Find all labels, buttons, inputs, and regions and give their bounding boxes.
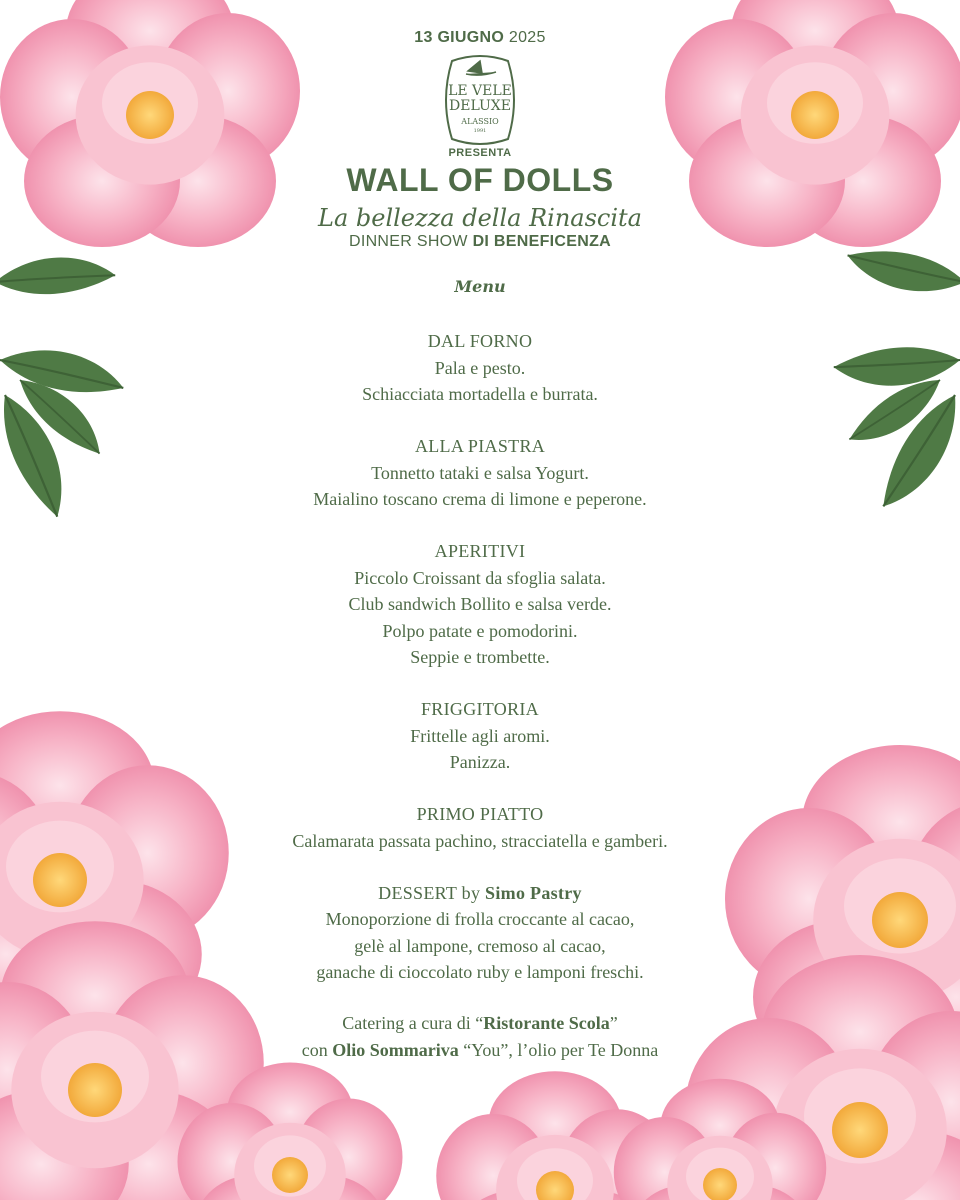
- dinner-show-label: [230, 233, 730, 251]
- menu-item: Piccolo Croissant da sfoglia salata.: [354, 567, 606, 588]
- event-header: [230, 26, 730, 296]
- peony-flower-icon: [178, 1063, 403, 1200]
- logo-line3: ALASSIO: [461, 117, 499, 126]
- menu-section-dal-forno: [180, 328, 780, 408]
- leaf-icon: [9, 369, 114, 461]
- oil-prefix: con: [301, 1040, 333, 1060]
- logo-line1: LE VELE: [448, 83, 512, 99]
- dinner-show-text: DINNER SHOW: [348, 233, 473, 250]
- menu-item: ganache di cioccolato ruby e lamponi freschi.: [316, 962, 644, 982]
- leaf-icon: [873, 385, 960, 520]
- menu-section-friggitoria: [180, 696, 780, 776]
- logo-line4: 1991: [473, 128, 487, 134]
- leaf-icon: [0, 249, 117, 302]
- oil-line: [180, 1037, 780, 1064]
- menu-section-dessert: [180, 880, 780, 986]
- menu-item: Maialino toscano crema di limone e peperone.: [313, 489, 647, 509]
- restaurant-name: Ristorante Scola: [483, 1013, 610, 1033]
- section-title: PRIMO PIATTO: [416, 804, 544, 824]
- menu-item: Monoporzione di frolla croccante al cacao,: [325, 909, 635, 929]
- menu-heading: Menu: [454, 277, 506, 296]
- catering-prefix: Catering a cura di “: [342, 1013, 484, 1033]
- menu-item: Frittelle agli aromi.: [410, 725, 550, 746]
- event-date: [230, 29, 730, 47]
- peony-flower-icon: [614, 1079, 827, 1200]
- date-day-month: 13 GIUGNO: [414, 29, 505, 46]
- catering-credits: [180, 1010, 780, 1064]
- date-year: 2025: [508, 29, 546, 46]
- oil-suffix: “You”, l’olio per Te Donna: [458, 1040, 659, 1060]
- menu-item: Club sandwich Bollito e salsa verde.: [348, 594, 612, 614]
- event-title: WALL OF DOLLS: [346, 162, 614, 198]
- menu-item: Calamarata passata pachino, stracciatella e gamberi.: [292, 830, 668, 851]
- section-title: DAL FORNO: [427, 331, 533, 351]
- menu-item: Tonnetto tataki e salsa Yogurt.: [371, 462, 589, 483]
- boat-logo-icon: [438, 53, 522, 147]
- menu-section-primo-piatto: [180, 801, 780, 854]
- event-subtitle: La bellezza della Rinascita: [318, 204, 642, 232]
- dessert-pastry-name: Simo Pastry: [485, 882, 582, 903]
- section-title: ALLA PIASTRA: [414, 436, 546, 456]
- menu-item: Pala e pesto.: [434, 357, 526, 378]
- leaf-icon: [0, 387, 83, 522]
- menu-item: Schiacciata mortadella e burrata.: [362, 384, 598, 404]
- catering-suffix: ”: [609, 1013, 618, 1033]
- section-title: FRIGGITORIA: [421, 699, 539, 719]
- peony-flower-icon: [436, 1071, 674, 1200]
- menu-list: [180, 328, 780, 1011]
- section-title: APERITIVI: [434, 541, 526, 561]
- section-title: [180, 880, 780, 907]
- menu-item: Polpo patate e pomodorini.: [382, 620, 578, 641]
- menu-item: Panizza.: [449, 752, 511, 772]
- leaf-icon: [844, 245, 960, 298]
- leaf-icon: [832, 339, 960, 394]
- menu-section-aperitivi: [180, 538, 780, 671]
- oil-brand: Olio Sommariva: [332, 1040, 459, 1060]
- logo-line2: DELUXE: [449, 98, 511, 114]
- menu-item: Seppie e trombette.: [410, 647, 550, 667]
- presenta-label: PRESENTA: [448, 147, 512, 159]
- beneficenza-text: DI BENEFICENZA: [472, 233, 612, 250]
- catering-line: [180, 1010, 780, 1037]
- leaf-icon: [0, 343, 127, 398]
- menu-item: gelè al lampone, cremoso al cacao,: [354, 935, 606, 956]
- menu-section-alla-piastra: [180, 433, 780, 513]
- dessert-title: DESSERT by: [378, 882, 486, 903]
- leaf-icon: [844, 366, 949, 458]
